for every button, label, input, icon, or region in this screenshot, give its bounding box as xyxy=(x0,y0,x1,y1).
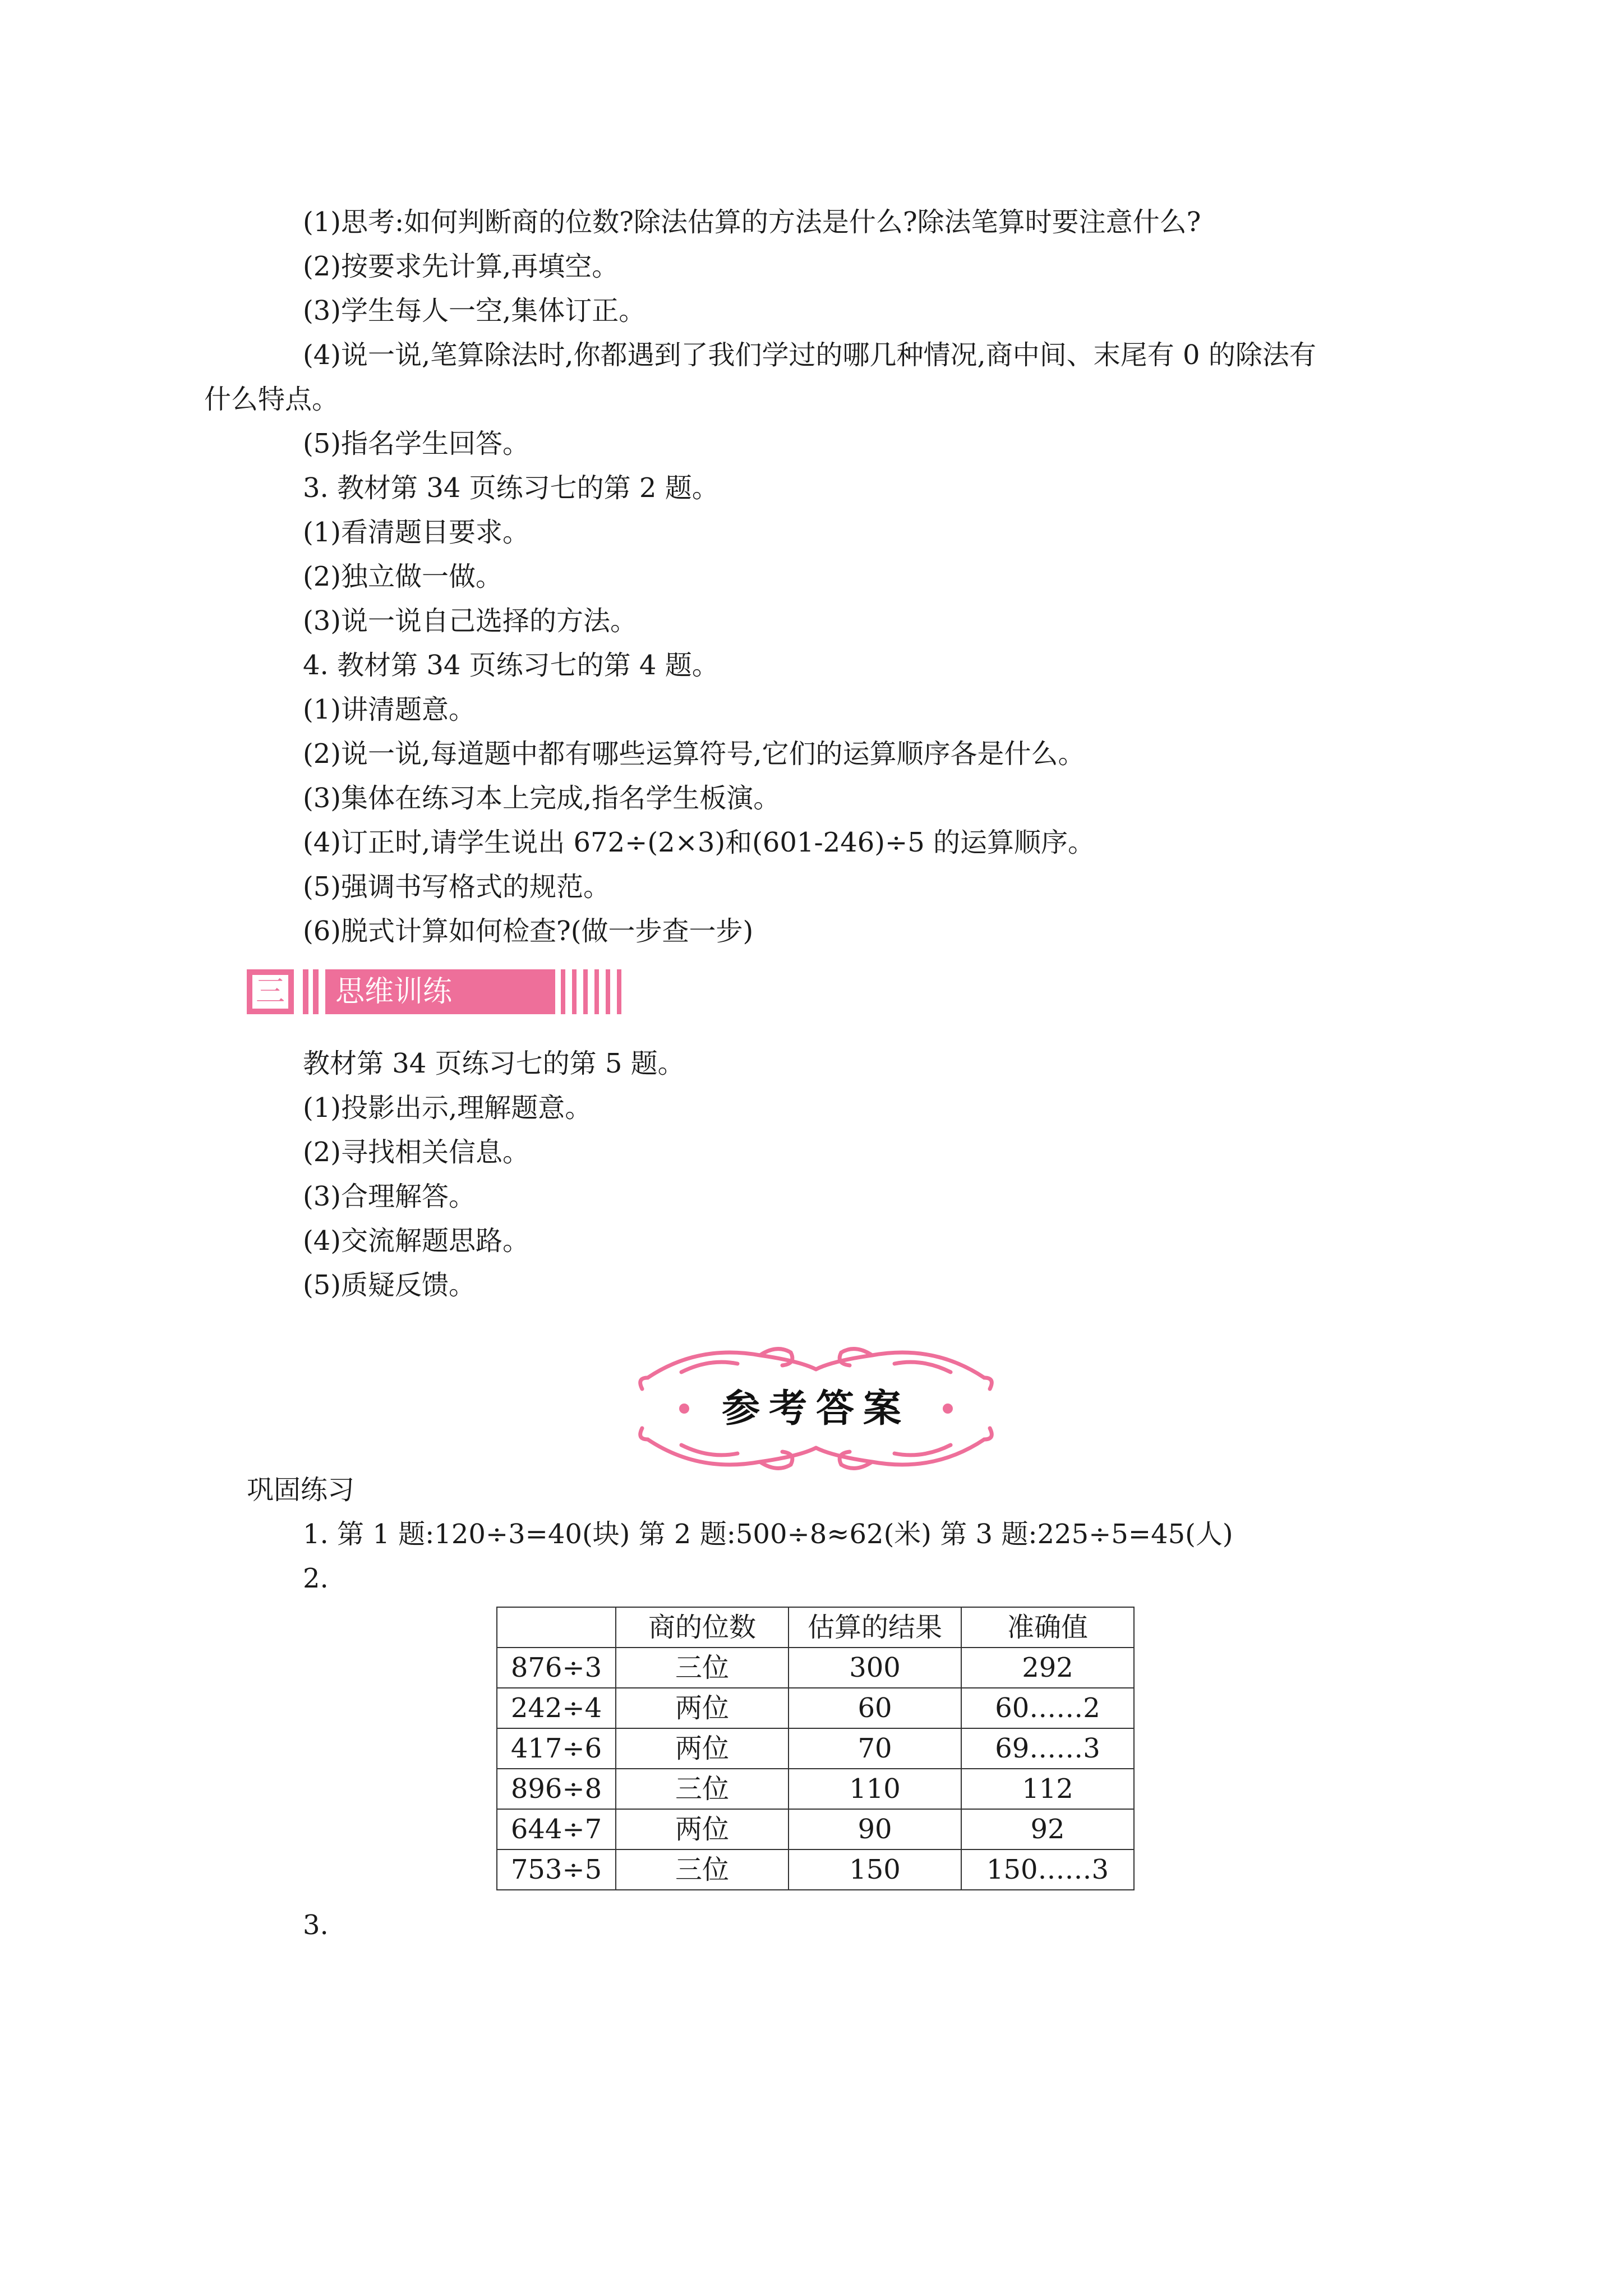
table-header-cell xyxy=(497,1607,616,1648)
table-cell: 60……2 xyxy=(961,1688,1134,1728)
section-banner xyxy=(247,969,623,1014)
paragraph-ex3-2: (2)独立做一做。 xyxy=(303,561,502,592)
table-cell: 70 xyxy=(789,1728,961,1769)
answer-label-3: 3. xyxy=(303,1910,329,1941)
paragraph-ex4-6: (6)脱式计算如何检查?(做一步查一步) xyxy=(303,915,754,947)
table-cell: 150……3 xyxy=(961,1849,1134,1890)
table-cell: 60 xyxy=(789,1688,961,1728)
table-cell: 112 xyxy=(961,1769,1134,1809)
division-estimate-table xyxy=(496,1607,1135,1890)
answer-heading: 参考答案 xyxy=(721,1386,910,1431)
table-header-cell: 估算的结果 xyxy=(789,1607,961,1648)
section-number-box xyxy=(247,969,294,1014)
banner-stripe xyxy=(617,969,621,1014)
paragraph-ex5-2: (2)寻找相关信息。 xyxy=(303,1137,529,1168)
paragraph-ex5-1: (1)投影出示,理解题意。 xyxy=(303,1092,592,1124)
table-cell: 896÷8 xyxy=(497,1769,616,1809)
paragraph-step-3: (3)学生每人一空,集体订正。 xyxy=(303,295,646,326)
table-cell: 300 xyxy=(789,1648,961,1688)
banner-stripe xyxy=(303,969,308,1014)
banner-stripe xyxy=(594,969,599,1014)
table-cell: 753÷5 xyxy=(497,1849,616,1890)
exercise-4-heading: 4. 教材第 34 页练习七的第 4 题。 xyxy=(303,650,719,681)
table-cell: 两位 xyxy=(616,1809,789,1849)
table-row xyxy=(497,1648,1134,1688)
table-row xyxy=(497,1849,1134,1890)
paragraph-ex4-1: (1)讲清题意。 xyxy=(303,694,476,725)
section-title: 思维训练 xyxy=(325,969,555,1014)
answer-heading-ornament xyxy=(631,1338,1001,1479)
table-cell: 644÷7 xyxy=(497,1809,616,1849)
table-cell: 三位 xyxy=(616,1849,789,1890)
paragraph-ex4-3: (3)集体在练习本上完成,指名学生板演。 xyxy=(303,783,781,814)
paragraph-ex3-1: (1)看清题目要求。 xyxy=(303,517,529,548)
table-cell: 417÷6 xyxy=(497,1728,616,1769)
table-row xyxy=(497,1728,1134,1769)
table-header-row xyxy=(497,1607,1134,1648)
table-cell: 两位 xyxy=(616,1728,789,1769)
table-header-cell: 商的位数 xyxy=(616,1607,789,1648)
paragraph-step-2: (2)按要求先计算,再填空。 xyxy=(303,251,619,282)
banner-stripe xyxy=(572,969,577,1014)
table-cell: 292 xyxy=(961,1648,1134,1688)
answer-label-2: 2. xyxy=(303,1563,329,1594)
paragraph-ex5-3: (3)合理解答。 xyxy=(303,1181,476,1212)
paragraph-ex5-5: (5)质疑反馈。 xyxy=(303,1269,476,1301)
table-cell: 242÷4 xyxy=(497,1688,616,1728)
paragraph-step-4-cont: 什么特点。 xyxy=(204,384,339,415)
table-row xyxy=(497,1809,1134,1849)
table-cell: 69……3 xyxy=(961,1728,1134,1769)
paragraph-step-4: (4)说一说,笔算除法时,你都遇到了我们学过的哪几种情况,商中间、末尾有 0 的除法有 xyxy=(303,339,1316,371)
answers-subheading: 巩固练习 xyxy=(247,1474,355,1506)
section-number: 三 xyxy=(252,975,288,1009)
table-cell: 三位 xyxy=(616,1769,789,1809)
paragraph-step-5: (5)指名学生回答。 xyxy=(303,428,529,459)
paragraph-ex4-2: (2)说一说,每道题中都有哪些运算符号,它们的运算顺序各是什么。 xyxy=(303,738,1085,770)
paragraph-think: (1)思考:如何判断商的位数?除法估算的方法是什么?除法笔算时要注意什么? xyxy=(303,206,1201,238)
banner-stripe xyxy=(561,969,565,1014)
paragraph-ex4-5: (5)强调书写格式的规范。 xyxy=(303,871,610,903)
exercise-3-heading: 3. 教材第 34 页练习七的第 2 题。 xyxy=(303,472,719,504)
banner-stripe xyxy=(313,969,319,1014)
table-cell: 90 xyxy=(789,1809,961,1849)
table-cell: 110 xyxy=(789,1769,961,1809)
table-row xyxy=(497,1688,1134,1728)
exercise-5-heading: 教材第 34 页练习七的第 5 题。 xyxy=(303,1048,685,1079)
answer-line-1: 1. 第 1 题:120÷3=40(块) 第 2 题:500÷8≈62(米) 第 3 题:225÷5=45(人) xyxy=(303,1519,1233,1550)
table-row xyxy=(497,1769,1134,1809)
paragraph-ex5-4: (4)交流解题思路。 xyxy=(303,1225,529,1257)
paragraph-ex4-4: (4)订正时,请学生说出 672÷(2×3)和(601-246)÷5 的运算顺序。 xyxy=(303,827,1095,858)
banner-stripe xyxy=(583,969,588,1014)
table-header-cell: 准确值 xyxy=(961,1607,1134,1648)
table-cell: 876÷3 xyxy=(497,1648,616,1688)
table-cell: 92 xyxy=(961,1809,1134,1849)
table-cell: 150 xyxy=(789,1849,961,1890)
table-cell: 两位 xyxy=(616,1688,789,1728)
banner-stripe xyxy=(606,969,610,1014)
paragraph-ex3-3: (3)说一说自己选择的方法。 xyxy=(303,605,637,637)
table-cell: 三位 xyxy=(616,1648,789,1688)
